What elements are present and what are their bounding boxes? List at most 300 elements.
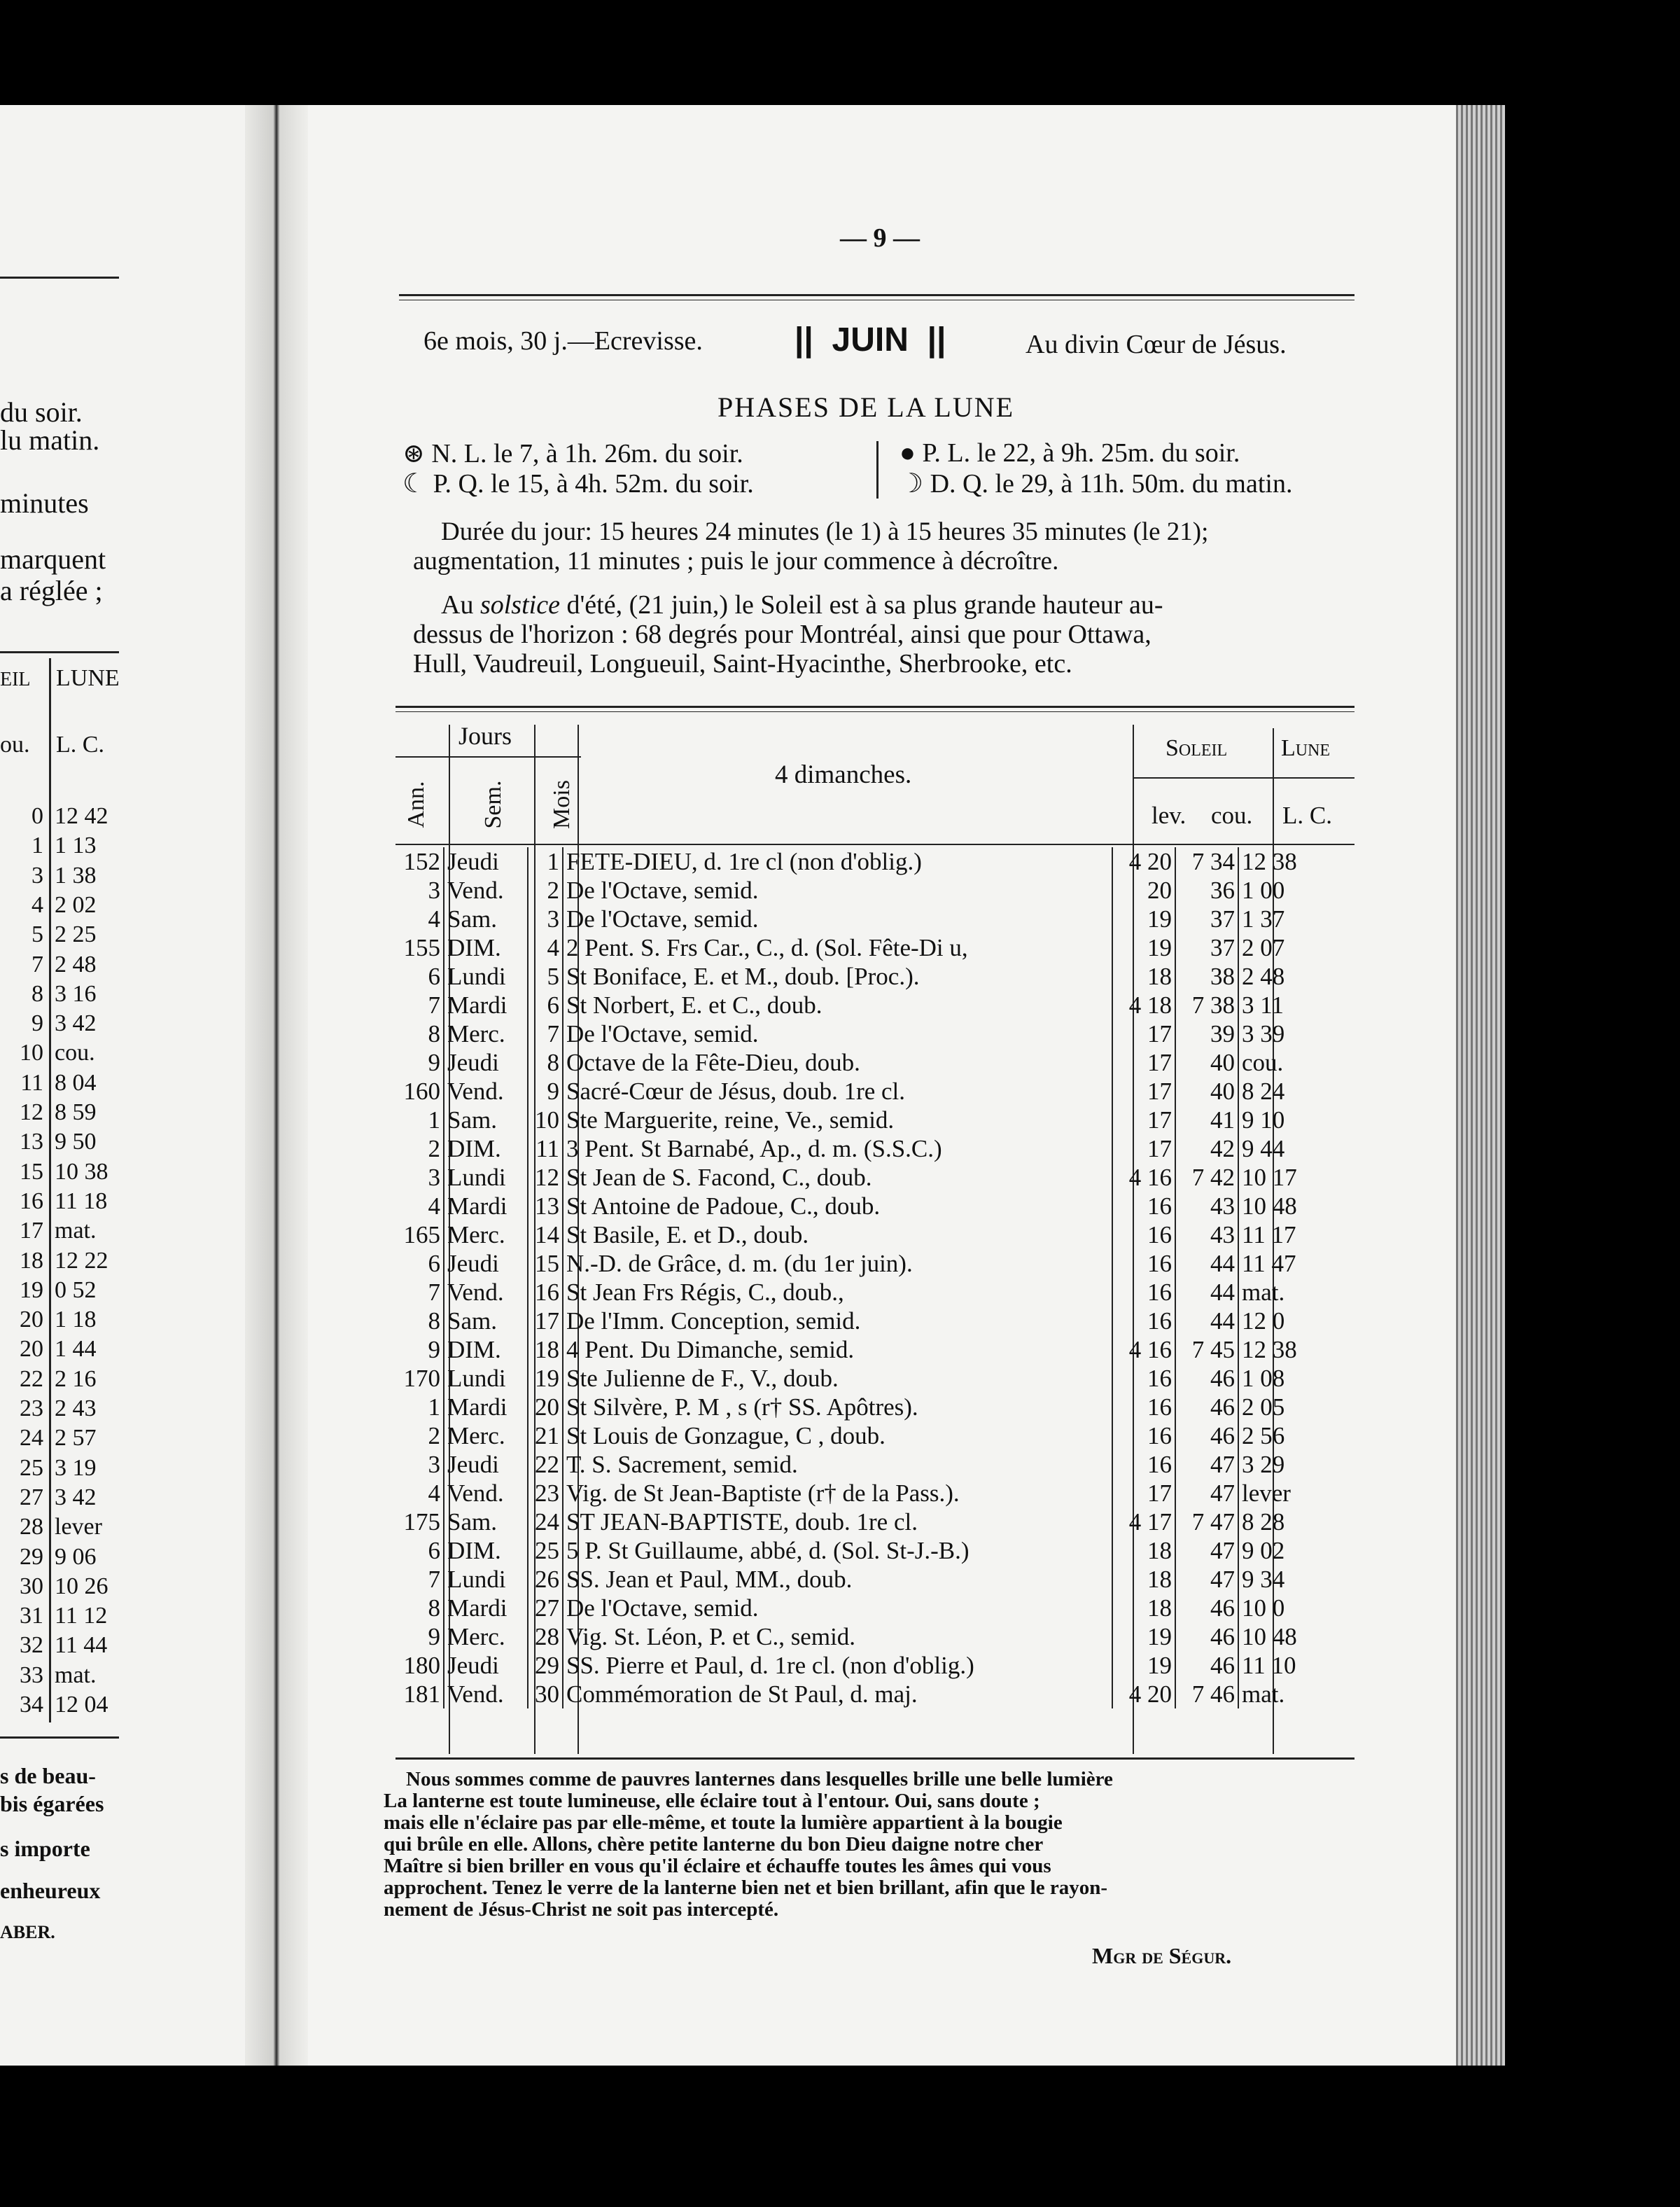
calendar-row bbox=[396, 1192, 1322, 1220]
cell-cou: 7 46 bbox=[1175, 1680, 1238, 1708]
cell-lc: 2 48 bbox=[1238, 962, 1322, 991]
cell-mois: 12 bbox=[528, 1163, 563, 1192]
cell-cou: 47 bbox=[1175, 1479, 1238, 1508]
calendar-row bbox=[396, 1421, 1322, 1450]
cell-mois: 5 bbox=[528, 962, 563, 991]
cell-cou: 41 bbox=[1175, 1106, 1238, 1134]
cell-mois: 27 bbox=[528, 1594, 563, 1622]
cell-desc: Commémoration de St Paul, d. maj. bbox=[563, 1680, 1112, 1708]
quote-line: approchent. Tenez le verre de la lanterne bien net et bien brillant, afin que le rayon- bbox=[384, 1877, 1108, 1899]
cell-cou: 46 bbox=[1175, 1364, 1238, 1393]
cell-sem: Lundi bbox=[444, 962, 528, 991]
cell-mois: 13 bbox=[528, 1192, 563, 1220]
cell-lev: 16 bbox=[1147, 1393, 1172, 1421]
page-edges bbox=[1456, 105, 1505, 2066]
cell-lc: 11 10 bbox=[1238, 1651, 1322, 1680]
calendar-row bbox=[396, 1048, 1322, 1077]
calendar-row bbox=[396, 1335, 1322, 1364]
cell-ann: 175 bbox=[396, 1508, 444, 1536]
cell-lc: 2 07 bbox=[1238, 933, 1322, 962]
phases-title: PHASES DE LA LUNE bbox=[718, 391, 1015, 423]
calendar-row bbox=[396, 1307, 1322, 1335]
left-row-lc: mat. bbox=[55, 1218, 97, 1244]
solstice-line: Hull, Vaudreuil, Longueuil, Saint-Hyacinthe, Sherbrooke, etc. bbox=[413, 649, 1072, 678]
cell-lc: mat. bbox=[1238, 1680, 1322, 1708]
cell-ann: 9 bbox=[396, 1048, 444, 1077]
cell-ann: 165 bbox=[396, 1220, 444, 1249]
cell-ann: 7 bbox=[396, 1565, 444, 1594]
cell-cou: 39 bbox=[1175, 1019, 1238, 1048]
left-row-lc: 11 12 bbox=[55, 1603, 108, 1629]
calendar-row bbox=[396, 1134, 1322, 1163]
left-note-line: s de beau- bbox=[0, 1763, 96, 1788]
left-bottom-rule bbox=[0, 1736, 119, 1739]
cell-sem: Sam. bbox=[444, 1106, 528, 1134]
left-row-cou: 30 bbox=[20, 1573, 43, 1599]
calendar-row bbox=[396, 1508, 1322, 1536]
cell-cou: 46 bbox=[1175, 1421, 1238, 1450]
cell-sem: Vend. bbox=[444, 1680, 528, 1708]
calendar-row bbox=[396, 1536, 1322, 1565]
header-sem: Sem. bbox=[480, 780, 506, 829]
cell-ann: 6 bbox=[396, 962, 444, 991]
cell-mois: 26 bbox=[528, 1565, 563, 1594]
cell-sem: Jeudi bbox=[444, 1651, 528, 1680]
cell-lc: 1 00 bbox=[1238, 876, 1322, 905]
month-name: JUIN bbox=[832, 321, 909, 358]
calendar-table bbox=[396, 847, 1322, 1708]
cell-desc: St Basile, E. et D., doub. bbox=[563, 1220, 1112, 1249]
left-row-cou: 15 bbox=[20, 1158, 43, 1185]
left-row-lc: 9 50 bbox=[55, 1129, 97, 1155]
cell-desc: Vig. de St Jean-Baptiste (r† de la Pass.). bbox=[563, 1479, 1112, 1508]
cell-lev: 17 bbox=[1147, 1480, 1172, 1507]
left-row-cou: 23 bbox=[20, 1395, 43, 1421]
cell-lc: 9 44 bbox=[1238, 1134, 1322, 1163]
left-row-lc: 3 42 bbox=[55, 1484, 97, 1510]
calendar-row bbox=[396, 1450, 1322, 1479]
left-row-cou: 13 bbox=[20, 1129, 43, 1155]
left-col-divider bbox=[49, 658, 51, 1722]
cell-lev: 17 bbox=[1147, 1135, 1172, 1162]
left-row-lc: lever bbox=[55, 1514, 102, 1540]
cell-lev: 16 bbox=[1147, 1451, 1172, 1478]
left-row-cou: 1 bbox=[31, 833, 43, 859]
cell-sem: Vend. bbox=[444, 1278, 528, 1307]
new-moon-icon: ⊛ bbox=[402, 439, 432, 468]
header-lc: L. C. bbox=[1282, 802, 1332, 829]
duree-line: Durée du jour: 15 heures 24 minutes (le 1) à 15 heures 35 minutes (le 21); bbox=[441, 517, 1209, 546]
cell-mois: 18 bbox=[528, 1335, 563, 1364]
left-row-cou: 11 bbox=[20, 1069, 43, 1096]
cell-sem: Merc. bbox=[444, 1019, 528, 1048]
cell-sem: Jeudi bbox=[444, 1249, 528, 1278]
cell-desc: SS. Pierre et Paul, d. 1re cl. (non d'oblig.) bbox=[563, 1651, 1112, 1680]
cell-desc: ST JEAN-BAPTISTE, doub. 1re cl. bbox=[563, 1508, 1112, 1536]
cell-lev: 16 bbox=[1147, 1422, 1172, 1449]
cell-lev: 18 bbox=[1147, 1537, 1172, 1564]
cell-ann: 7 bbox=[396, 991, 444, 1019]
cell-lc: 1 08 bbox=[1238, 1364, 1322, 1393]
left-row-cou: 19 bbox=[20, 1276, 43, 1303]
cell-sem: Sam. bbox=[444, 1508, 528, 1536]
cell-desc: St Jean Frs Régis, C., doub., bbox=[563, 1278, 1112, 1307]
cell-ann: 9 bbox=[396, 1335, 444, 1364]
cell-sem: Vend. bbox=[444, 1479, 528, 1508]
left-row-lc: 10 38 bbox=[55, 1158, 108, 1185]
cell-ann: 1 bbox=[396, 1393, 444, 1421]
cell-lc: 9 02 bbox=[1238, 1536, 1322, 1565]
quote-line: mais elle n'éclaire pas par elle-même, et toute la lumière appartient à la bougie bbox=[384, 1811, 1063, 1834]
cell-lev: 16 bbox=[1147, 1250, 1172, 1277]
cell-cou: 44 bbox=[1175, 1307, 1238, 1335]
cell-lev: 19 bbox=[1147, 1652, 1172, 1679]
phases-divider bbox=[876, 441, 878, 499]
left-row-lc: mat. bbox=[55, 1662, 97, 1688]
header-lune: Lune bbox=[1281, 735, 1331, 761]
left-text-line: lu matin. bbox=[0, 424, 100, 456]
left-row-lc: 1 44 bbox=[55, 1336, 97, 1363]
cell-sem: Jeudi bbox=[444, 1450, 528, 1479]
cell-cou: 7 45 bbox=[1175, 1335, 1238, 1364]
header-jours: Jours bbox=[458, 722, 512, 750]
cell-mois: 11 bbox=[528, 1134, 563, 1163]
cell-cou: 40 bbox=[1175, 1077, 1238, 1106]
cell-lev: 19 bbox=[1147, 905, 1172, 933]
cell-cou: 44 bbox=[1175, 1278, 1238, 1307]
cell-cou: 37 bbox=[1175, 905, 1238, 933]
cell-desc: 2 Pent. S. Frs Car., C., d. (Sol. Fête-Di u, bbox=[563, 933, 1112, 962]
cell-cou: 43 bbox=[1175, 1192, 1238, 1220]
cell-sem: Merc. bbox=[444, 1421, 528, 1450]
cell-lc: 9 10 bbox=[1238, 1106, 1322, 1134]
header-ann: Ann. bbox=[403, 781, 429, 828]
cell-mois: 9 bbox=[528, 1077, 563, 1106]
cell-lev: 4 16 bbox=[1128, 1164, 1172, 1191]
cell-ann: 4 bbox=[396, 1192, 444, 1220]
cell-desc: De l'Imm. Conception, semid. bbox=[563, 1307, 1112, 1335]
cell-sem: Sam. bbox=[444, 1307, 528, 1335]
left-row-cou: 8 bbox=[31, 980, 43, 1007]
left-page-fragment bbox=[0, 105, 245, 2066]
left-row-lc: 2 57 bbox=[55, 1425, 97, 1451]
cell-sem: Lundi bbox=[444, 1163, 528, 1192]
cell-cou: 37 bbox=[1175, 933, 1238, 962]
left-row-cou: 5 bbox=[31, 921, 43, 948]
left-note-line: bis égarées bbox=[0, 1791, 104, 1816]
cell-lev: 16 bbox=[1147, 1365, 1172, 1392]
left-row-lc: 3 16 bbox=[55, 980, 97, 1007]
left-row-cou: 12 bbox=[20, 1099, 43, 1125]
left-row-lc: 11 18 bbox=[55, 1188, 108, 1214]
left-row-cou: 25 bbox=[20, 1454, 43, 1481]
cell-cou: 42 bbox=[1175, 1134, 1238, 1163]
cell-lev: 17 bbox=[1147, 1078, 1172, 1105]
cell-lc: 3 39 bbox=[1238, 1019, 1322, 1048]
cell-lev: 4 17 bbox=[1128, 1508, 1172, 1536]
left-row-cou: 10 bbox=[20, 1040, 43, 1066]
cell-ann: 3 bbox=[396, 876, 444, 905]
cell-ann: 2 bbox=[396, 1134, 444, 1163]
cell-sem: Mardi bbox=[444, 1192, 528, 1220]
cell-lev: 18 bbox=[1147, 1594, 1172, 1622]
last-quarter-icon: ☽ bbox=[899, 469, 930, 499]
left-col-header: LUNE bbox=[56, 665, 120, 691]
header-dimanches: 4 dimanches. bbox=[775, 760, 912, 789]
cell-desc: St Boniface, E. et M., doub. [Proc.). bbox=[563, 962, 1112, 991]
cell-ann: 180 bbox=[396, 1651, 444, 1680]
left-row-cou: 27 bbox=[20, 1484, 43, 1510]
cell-lc: mat. bbox=[1238, 1278, 1322, 1307]
left-row-lc: 8 04 bbox=[55, 1069, 97, 1096]
cell-cou: 46 bbox=[1175, 1393, 1238, 1421]
cell-cou: 38 bbox=[1175, 962, 1238, 991]
table-bottom-rule bbox=[396, 1757, 1354, 1760]
cell-sem: Jeudi bbox=[444, 847, 528, 876]
cell-lc: 10 17 bbox=[1238, 1163, 1322, 1192]
cell-lc: 8 28 bbox=[1238, 1508, 1322, 1536]
left-row-lc: 1 18 bbox=[55, 1307, 97, 1333]
cell-lc: 9 34 bbox=[1238, 1565, 1322, 1594]
left-note-line: ABER. bbox=[0, 1922, 55, 1942]
cell-lc: 10 48 bbox=[1238, 1622, 1322, 1651]
left-row-cou: 29 bbox=[20, 1543, 43, 1570]
cell-cou: 43 bbox=[1175, 1220, 1238, 1249]
left-row-lc: 12 22 bbox=[55, 1247, 108, 1274]
cell-mois: 6 bbox=[528, 991, 563, 1019]
cell-desc: St Silvère, P. M , s (r† SS. Apôtres). bbox=[563, 1393, 1112, 1421]
cell-lev: 17 bbox=[1147, 1049, 1172, 1076]
calendar-row bbox=[396, 1594, 1322, 1622]
cell-lev: 16 bbox=[1147, 1192, 1172, 1220]
solstice-line: Au solstice d'été, (21 juin,) le Soleil est à sa plus grande hauteur au- bbox=[441, 590, 1163, 620]
cell-cou: 7 47 bbox=[1175, 1508, 1238, 1536]
left-row-cou: 3 bbox=[31, 862, 43, 889]
cell-lc: 2 56 bbox=[1238, 1421, 1322, 1450]
left-row-cou: 17 bbox=[20, 1218, 43, 1244]
cell-lc: 2 05 bbox=[1238, 1393, 1322, 1421]
cell-lev: 16 bbox=[1147, 1221, 1172, 1248]
left-row-lc: 1 38 bbox=[55, 862, 97, 889]
left-row-lc: 12 42 bbox=[55, 803, 108, 829]
cell-mois: 24 bbox=[528, 1508, 563, 1536]
left-row-lc: 2 48 bbox=[55, 951, 97, 977]
cell-desc: 4 Pent. Du Dimanche, semid. bbox=[563, 1335, 1112, 1364]
cell-lev: 20 bbox=[1147, 877, 1172, 904]
calendar-row bbox=[396, 1680, 1322, 1708]
cell-mois: 15 bbox=[528, 1249, 563, 1278]
left-row-cou: 31 bbox=[20, 1603, 43, 1629]
cell-cou: 47 bbox=[1175, 1536, 1238, 1565]
calendar-row bbox=[396, 1106, 1322, 1134]
cell-desc: St Antoine de Padoue, C., doub. bbox=[563, 1192, 1112, 1220]
phase-last-quarter: ☽ D. Q. le 29, à 11h. 50m. du matin. bbox=[899, 469, 1293, 499]
quote-line: La lanterne est toute lumineuse, elle éclaire tout à l'entour. Oui, sans doute ; bbox=[384, 1790, 1040, 1812]
left-row-lc: 0 52 bbox=[55, 1276, 97, 1303]
cell-desc: De l'Octave, semid. bbox=[563, 876, 1112, 905]
cell-mois: 22 bbox=[528, 1450, 563, 1479]
left-text-line: a réglée ; bbox=[0, 575, 103, 606]
phase-full-moon: ● P. L. le 22, à 9h. 25m. du soir. bbox=[899, 438, 1240, 468]
left-row-lc: 2 25 bbox=[55, 921, 97, 948]
left-sub-header: L. C. bbox=[56, 732, 104, 758]
cell-sem: Mardi bbox=[444, 1393, 528, 1421]
cell-ann: 3 bbox=[396, 1450, 444, 1479]
cell-desc: De l'Octave, semid. bbox=[563, 1019, 1112, 1048]
cell-cou: 46 bbox=[1175, 1622, 1238, 1651]
calendar-row bbox=[396, 847, 1322, 876]
header-cou: cou. bbox=[1211, 802, 1253, 829]
solstice-line: dessus de l'horizon : 68 degrés pour Montréal, ainsi que pour Ottawa, bbox=[413, 620, 1152, 649]
cell-mois: 8 bbox=[528, 1048, 563, 1077]
cell-ann: 6 bbox=[396, 1536, 444, 1565]
cell-cou: 40 bbox=[1175, 1048, 1238, 1077]
cell-lc: 11 17 bbox=[1238, 1220, 1322, 1249]
header-soleil-rule bbox=[1134, 777, 1354, 779]
left-row-cou: 24 bbox=[20, 1425, 43, 1451]
cell-mois: 23 bbox=[528, 1479, 563, 1508]
cell-ann: 170 bbox=[396, 1364, 444, 1393]
left-row-lc: 1 13 bbox=[55, 833, 97, 859]
cell-lev: 19 bbox=[1147, 934, 1172, 961]
calendar-row bbox=[396, 876, 1322, 905]
cell-ann: 181 bbox=[396, 1680, 444, 1708]
header-rule bbox=[399, 294, 1354, 296]
cell-sem: Merc. bbox=[444, 1622, 528, 1651]
cell-lc: lever bbox=[1238, 1479, 1322, 1508]
calendar-row bbox=[396, 1479, 1322, 1508]
cell-desc: Ste Marguerite, reine, Ve., semid. bbox=[563, 1106, 1112, 1134]
cell-lev: 4 18 bbox=[1128, 991, 1172, 1019]
left-top-rule bbox=[0, 277, 119, 279]
calendar-row bbox=[396, 933, 1322, 962]
left-row-lc: cou. bbox=[55, 1040, 95, 1066]
cell-sem: Lundi bbox=[444, 1364, 528, 1393]
month-info: 6e mois, 30 j.—Ecrevisse. bbox=[424, 326, 703, 356]
calendar-row bbox=[396, 1364, 1322, 1393]
calendar-row bbox=[396, 1220, 1322, 1249]
cell-mois: 19 bbox=[528, 1364, 563, 1393]
cell-lev: 16 bbox=[1147, 1307, 1172, 1335]
table-top-rule bbox=[396, 706, 1354, 708]
cell-mois: 2 bbox=[528, 876, 563, 905]
cell-mois: 21 bbox=[528, 1421, 563, 1450]
cell-desc: SS. Jean et Paul, MM., doub. bbox=[563, 1565, 1112, 1594]
table-top-rule-thin bbox=[396, 711, 1354, 712]
left-row-lc: 10 26 bbox=[55, 1573, 108, 1599]
left-row-lc: 2 02 bbox=[55, 891, 97, 918]
cell-mois: 29 bbox=[528, 1651, 563, 1680]
cell-lev: 16 bbox=[1147, 1279, 1172, 1306]
calendar-row bbox=[396, 1249, 1322, 1278]
cell-sem: Mardi bbox=[444, 991, 528, 1019]
calendar-row bbox=[396, 905, 1322, 933]
cell-cou: 46 bbox=[1175, 1651, 1238, 1680]
cell-ann: 2 bbox=[396, 1421, 444, 1450]
cell-desc: Vig. St. Léon, P. et C., semid. bbox=[563, 1622, 1112, 1651]
calendar-row bbox=[396, 991, 1322, 1019]
cell-ann: 3 bbox=[396, 1163, 444, 1192]
cell-desc: Sacré-Cœur de Jésus, doub. 1re cl. bbox=[563, 1077, 1112, 1106]
cell-lev: 17 bbox=[1147, 1020, 1172, 1047]
cell-desc: St Norbert, E. et C., doub. bbox=[563, 991, 1112, 1019]
cell-lc: cou. bbox=[1238, 1048, 1322, 1077]
cell-ann: 152 bbox=[396, 847, 444, 876]
cell-mois: 1 bbox=[528, 847, 563, 876]
left-row-lc: 2 16 bbox=[55, 1365, 97, 1392]
quote-line: nement de Jésus-Christ ne soit pas intercepté. bbox=[384, 1898, 779, 1921]
cell-cou: 7 42 bbox=[1175, 1163, 1238, 1192]
cell-ann: 8 bbox=[396, 1594, 444, 1622]
header-lev: lev. bbox=[1152, 802, 1186, 829]
duree-line: augmentation, 11 minutes ; puis le jour commence à décroître. bbox=[413, 547, 1059, 576]
cell-sem: DIM. bbox=[444, 933, 528, 962]
cell-ann: 4 bbox=[396, 1479, 444, 1508]
cell-mois: 25 bbox=[528, 1536, 563, 1565]
cell-ann: 1 bbox=[396, 1106, 444, 1134]
cell-sem: DIM. bbox=[444, 1335, 528, 1364]
cell-lc: 1 37 bbox=[1238, 905, 1322, 933]
left-row-cou: 18 bbox=[20, 1247, 43, 1274]
cell-desc: FETE-DIEU, d. 1re cl (non d'oblig.) bbox=[563, 847, 1112, 876]
left-note-line: enheureux bbox=[0, 1878, 101, 1903]
calendar-row bbox=[396, 1393, 1322, 1421]
calendar-row bbox=[396, 1278, 1322, 1307]
left-row-lc: 9 06 bbox=[55, 1543, 97, 1570]
cell-lev: 4 20 bbox=[1128, 848, 1172, 875]
cell-lc: 11 47 bbox=[1238, 1249, 1322, 1278]
cell-sem: Sam. bbox=[444, 905, 528, 933]
left-row-lc: 8 59 bbox=[55, 1099, 97, 1125]
left-row-lc: 12 04 bbox=[55, 1692, 108, 1718]
cell-cou: 46 bbox=[1175, 1594, 1238, 1622]
cell-lc: 10 0 bbox=[1238, 1594, 1322, 1622]
calendar-row bbox=[396, 962, 1322, 991]
left-row-cou: 9 bbox=[31, 1010, 43, 1037]
left-row-cou: 16 bbox=[20, 1188, 43, 1214]
cell-lev: 19 bbox=[1147, 1623, 1172, 1650]
cell-desc: N.-D. de Grâce, d. m. (du 1er juin). bbox=[563, 1249, 1112, 1278]
cell-lc: 12 38 bbox=[1238, 1335, 1322, 1364]
cell-cou: 7 34 bbox=[1175, 847, 1238, 876]
header-jours-rule bbox=[396, 756, 581, 758]
left-table-rule bbox=[0, 651, 119, 653]
left-row-lc: 2 43 bbox=[55, 1395, 97, 1421]
full-moon-icon: ● bbox=[899, 438, 923, 468]
cell-mois: 20 bbox=[528, 1393, 563, 1421]
left-row-lc: 3 19 bbox=[55, 1454, 97, 1481]
month-dedication: Au divin Cœur de Jésus. bbox=[1026, 330, 1287, 359]
cell-desc: St Jean de S. Facond, C., doub. bbox=[563, 1163, 1112, 1192]
quote-signature: Mgr de Ségur. bbox=[1092, 1943, 1232, 1968]
cell-lev: 17 bbox=[1147, 1106, 1172, 1134]
cell-lev: 4 16 bbox=[1128, 1336, 1172, 1363]
cell-lc: 12 38 bbox=[1238, 847, 1322, 876]
cell-lc: 3 11 bbox=[1238, 991, 1322, 1019]
page-number: — 9 — bbox=[840, 223, 920, 253]
left-sub-header: ou. bbox=[0, 732, 30, 758]
cell-desc: Ste Julienne de F., V., doub. bbox=[563, 1364, 1112, 1393]
cell-lev: 18 bbox=[1147, 1566, 1172, 1593]
calendar-row bbox=[396, 1651, 1322, 1680]
cell-ann: 8 bbox=[396, 1019, 444, 1048]
cell-desc: T. S. Sacrement, semid. bbox=[563, 1450, 1112, 1479]
left-text-line: minutes bbox=[0, 487, 89, 519]
cell-sem: DIM. bbox=[444, 1536, 528, 1565]
cell-desc: Octave de la Fête-Dieu, doub. bbox=[563, 1048, 1112, 1077]
cell-ann: 160 bbox=[396, 1077, 444, 1106]
left-row-cou: 0 bbox=[31, 803, 43, 829]
